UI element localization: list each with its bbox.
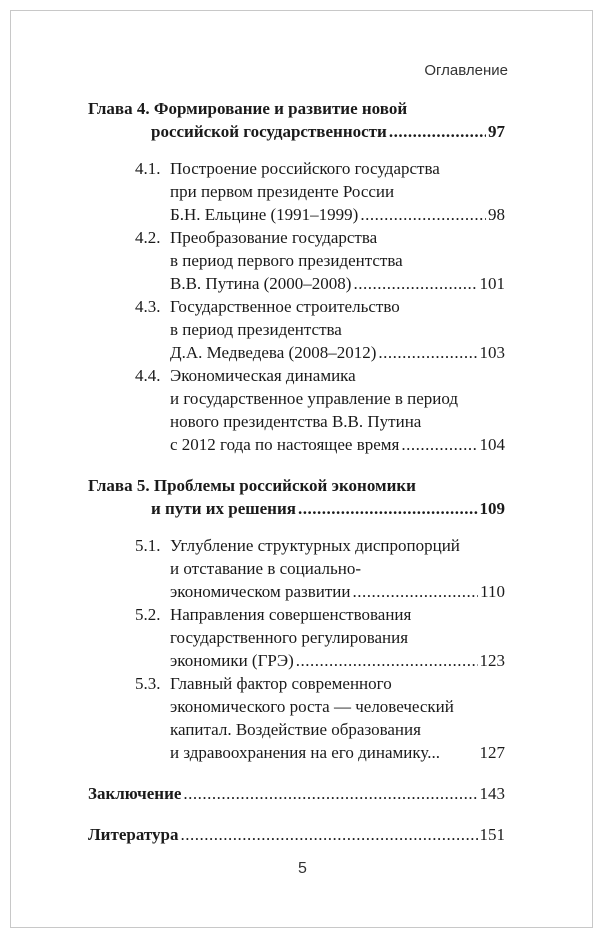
toc-section-5-2[interactable]: [88, 603, 505, 672]
section-title-line: при первом президенте России: [170, 182, 395, 201]
section-title-line: Углубление структурных диспропорций: [170, 536, 460, 555]
section-title-line: и здравоохранения на его динамику...: [170, 743, 440, 762]
dot-leader: [353, 272, 477, 295]
dot-leader: [360, 203, 486, 226]
section-last-line: [170, 580, 505, 603]
section-last-line: [170, 272, 505, 295]
section-title-line: с 2012 года по настоящее время: [170, 435, 400, 454]
section-title-line: государственного регулирования: [170, 628, 409, 647]
toc-literature[interactable]: [88, 823, 505, 846]
chapter-5-title-line-1: Глава 5. Проблемы российской экономики: [88, 476, 416, 495]
toc-section-5-3[interactable]: [88, 672, 505, 764]
section-title-line: экономического роста — человеческий: [170, 697, 454, 716]
chapter-4-title-line-1: Глава 4. Формирование и развитие новой: [88, 99, 408, 118]
section-page: 101: [479, 274, 505, 293]
section-number: 4.4.: [135, 366, 161, 385]
toc-section-4-1[interactable]: [88, 157, 505, 226]
section-title-line: в период первого президентства: [170, 251, 403, 270]
dot-leader: [389, 120, 486, 143]
literature-label: Литература: [88, 825, 179, 844]
table-of-contents: [88, 97, 505, 846]
running-header: Оглавление: [424, 62, 508, 79]
section-title-line: Государственное строительство: [170, 297, 400, 316]
section-page: 103: [479, 343, 505, 362]
section-title-line: Направления совершенствования: [170, 605, 412, 624]
section-number: 5.1.: [135, 536, 161, 555]
section-title-line: Построение российского государства: [170, 159, 440, 178]
toc-conclusion[interactable]: [88, 782, 505, 805]
section-title-line: Главный фактор современного: [170, 674, 392, 693]
section-title-line: экономическом развитии: [170, 582, 351, 601]
dot-leader: [183, 782, 477, 805]
section-page: 127: [479, 743, 505, 762]
section-last-line: [170, 433, 505, 456]
toc-section-4-4[interactable]: [88, 364, 505, 456]
chapter-5-title-text: и пути их решения: [151, 499, 296, 518]
section-title-line: Преобразование государства: [170, 228, 378, 247]
toc-section-4-2[interactable]: [88, 226, 505, 295]
literature-page: 151: [479, 825, 505, 844]
dot-leader: [298, 497, 478, 520]
section-number: 4.3.: [135, 297, 161, 316]
dot-leader: [401, 433, 477, 456]
toc-chapter-4[interactable]: [88, 97, 505, 143]
section-number: 5.3.: [135, 674, 161, 693]
dot-leader: [352, 580, 478, 603]
section-page: 123: [479, 651, 505, 670]
chapter-4-page: 97: [488, 122, 505, 141]
conclusion-label: Заключение: [88, 784, 182, 803]
chapter-5-page: 109: [479, 499, 505, 518]
section-last-line: [170, 341, 505, 364]
section-last-line: [170, 741, 505, 764]
toc-section-5-1[interactable]: [88, 534, 505, 603]
section-title-line: Д.А. Медведева (2008–2012): [170, 343, 377, 362]
dot-leader: [180, 823, 477, 846]
section-page: 104: [479, 435, 505, 454]
page-number: 5: [298, 860, 307, 877]
section-last-line: [170, 649, 505, 672]
section-number: 5.2.: [135, 605, 161, 624]
dot-leader: [378, 341, 477, 364]
section-title-line: Экономическая динамика: [170, 366, 356, 385]
toc-chapter-5[interactable]: [88, 474, 505, 520]
section-title-line: капитал. Воздействие образования: [170, 720, 421, 739]
section-title-line: и государственное управление в период: [170, 389, 459, 408]
section-number: 4.1.: [135, 159, 161, 178]
section-page: 98: [488, 205, 505, 224]
toc-section-4-3[interactable]: [88, 295, 505, 364]
dot-leader: [296, 649, 478, 672]
section-last-line: [170, 203, 505, 226]
section-number: 4.2.: [135, 228, 161, 247]
section-title-line: Б.Н. Ельцине (1991–1999): [170, 205, 359, 224]
section-title-line: нового президентства В.В. Путина: [170, 412, 422, 431]
section-title-line: В.В. Путина (2000–2008): [170, 274, 352, 293]
chapter-4-title-text: российской государственности: [151, 122, 387, 141]
chapter-4-title-line-2: [151, 120, 505, 143]
section-title-line: в период президентства: [170, 320, 342, 339]
chapter-5-title-line-2: [151, 497, 505, 520]
section-title-line: экономики (ГРЭ): [170, 651, 294, 670]
section-page: 110: [480, 582, 505, 601]
conclusion-page: 143: [479, 784, 505, 803]
section-title-line: и отставание в социально-: [170, 559, 362, 578]
